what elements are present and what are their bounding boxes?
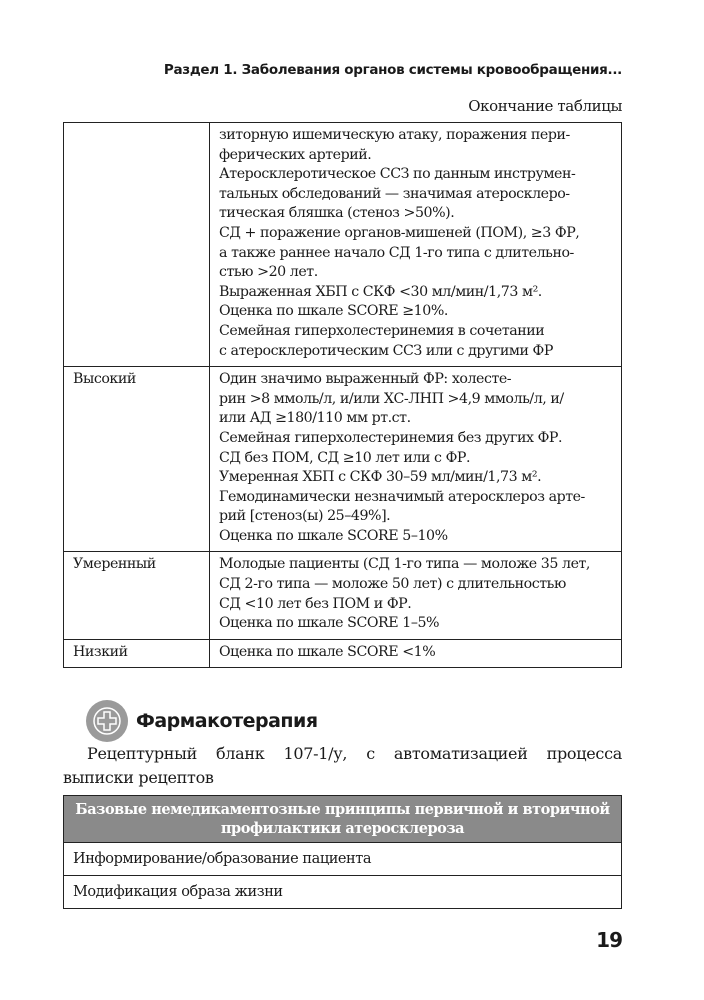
criteria-line: Оценка по шкале SCORE <1% xyxy=(219,643,436,660)
section-title: Фармакотерапия xyxy=(136,710,318,732)
table-continuation-label: Окончание таблицы xyxy=(468,97,622,115)
criteria-line: Оценка по шкале SCORE 1–5% xyxy=(219,615,440,632)
risk-category xyxy=(64,123,210,367)
medical-cross-icon xyxy=(86,700,128,742)
table-row xyxy=(64,843,622,876)
nonpharm-table-header: Базовые немедикаментозные принципы первичной и вторичной профилактики атеросклероза xyxy=(64,796,622,843)
criteria-line: зиторную ишемическую атаку, поражения пери- xyxy=(219,127,570,143)
running-header: Раздел 1. Заболевания органов системы кровообращения... xyxy=(163,62,622,78)
criteria-line: Оценка по шкале SCORE 5–10% xyxy=(219,527,448,544)
criteria-line: а также раннее начало СД 1-го типа с длительно- xyxy=(219,244,574,261)
risk-criteria xyxy=(210,367,622,552)
criteria-line: Гемодинамически незначимый атеросклероз арте- xyxy=(219,488,585,505)
risk-category: Низкий xyxy=(64,639,210,668)
criteria-line: ферических артерий. xyxy=(219,146,372,163)
table-row xyxy=(64,876,622,909)
table-row xyxy=(64,123,622,367)
criteria-line: СД + поражение органов-мишеней (ПОМ), ≥3 ФР, xyxy=(219,224,580,241)
risk-criteria xyxy=(210,123,622,367)
risk-category: Умеренный xyxy=(64,552,210,639)
page-number: 19 xyxy=(596,928,622,952)
table-cell: Информирование/образование пациента xyxy=(64,843,622,876)
criteria-line: Выраженная ХБП с СКФ <30 мл/мин/1,73 м². xyxy=(219,283,542,300)
criteria-line: Молодые пациенты (СД 1-го типа — моложе 35 лет, xyxy=(219,556,590,573)
risk-category: Высокий xyxy=(64,367,210,552)
criteria-line: стью >20 лет. xyxy=(219,264,318,281)
criteria-line: Атеросклеротическое ССЗ по данным инструмен- xyxy=(219,166,576,183)
risk-table xyxy=(63,122,622,668)
nonpharm-table xyxy=(63,795,622,909)
table-row xyxy=(64,639,622,668)
criteria-line: СД без ПОМ, СД ≥10 лет или с ФР. xyxy=(219,449,471,466)
criteria-line: СД <10 лет без ПОМ и ФР. xyxy=(219,595,412,612)
criteria-line: СД 2-го типа — моложе 50 лет) с длительностью xyxy=(219,576,566,593)
criteria-line: тальных обследований — значимая атеросклеро- xyxy=(219,185,570,202)
section-heading xyxy=(86,700,318,742)
risk-criteria xyxy=(210,639,622,668)
body-paragraph: Рецептурный бланк 107-1/у, с автоматизацией процесса выписки рецептов xyxy=(63,744,622,787)
table-cell: Модификация образа жизни xyxy=(64,876,622,909)
table-row xyxy=(64,367,622,552)
criteria-line: Семейная гиперхолестеринемия в сочетании xyxy=(219,322,545,339)
criteria-line: или АД ≥180/110 мм рт.ст. xyxy=(219,410,411,427)
risk-criteria xyxy=(210,552,622,639)
criteria-line: рий [стеноз(ы) 25–49%]. xyxy=(219,508,391,525)
criteria-line: Умеренная ХБП с СКФ 30–59 мл/мин/1,73 м². xyxy=(219,469,542,486)
criteria-line: тическая бляшка (стеноз >50%). xyxy=(219,205,455,222)
criteria-line: Семейная гиперхолестеринемия без других ФР. xyxy=(219,429,563,446)
criteria-line: Один значимо выраженный ФР: холесте- xyxy=(219,371,512,388)
criteria-line: Оценка по шкале SCORE ≥10%. xyxy=(219,303,448,320)
criteria-line: с атеросклеротическим ССЗ или с другими ФР xyxy=(219,342,553,359)
table-row xyxy=(64,552,622,639)
criteria-line: рин >8 ммоль/л, и/или ХС-ЛНП >4,9 ммоль/л, и/ xyxy=(219,390,564,407)
